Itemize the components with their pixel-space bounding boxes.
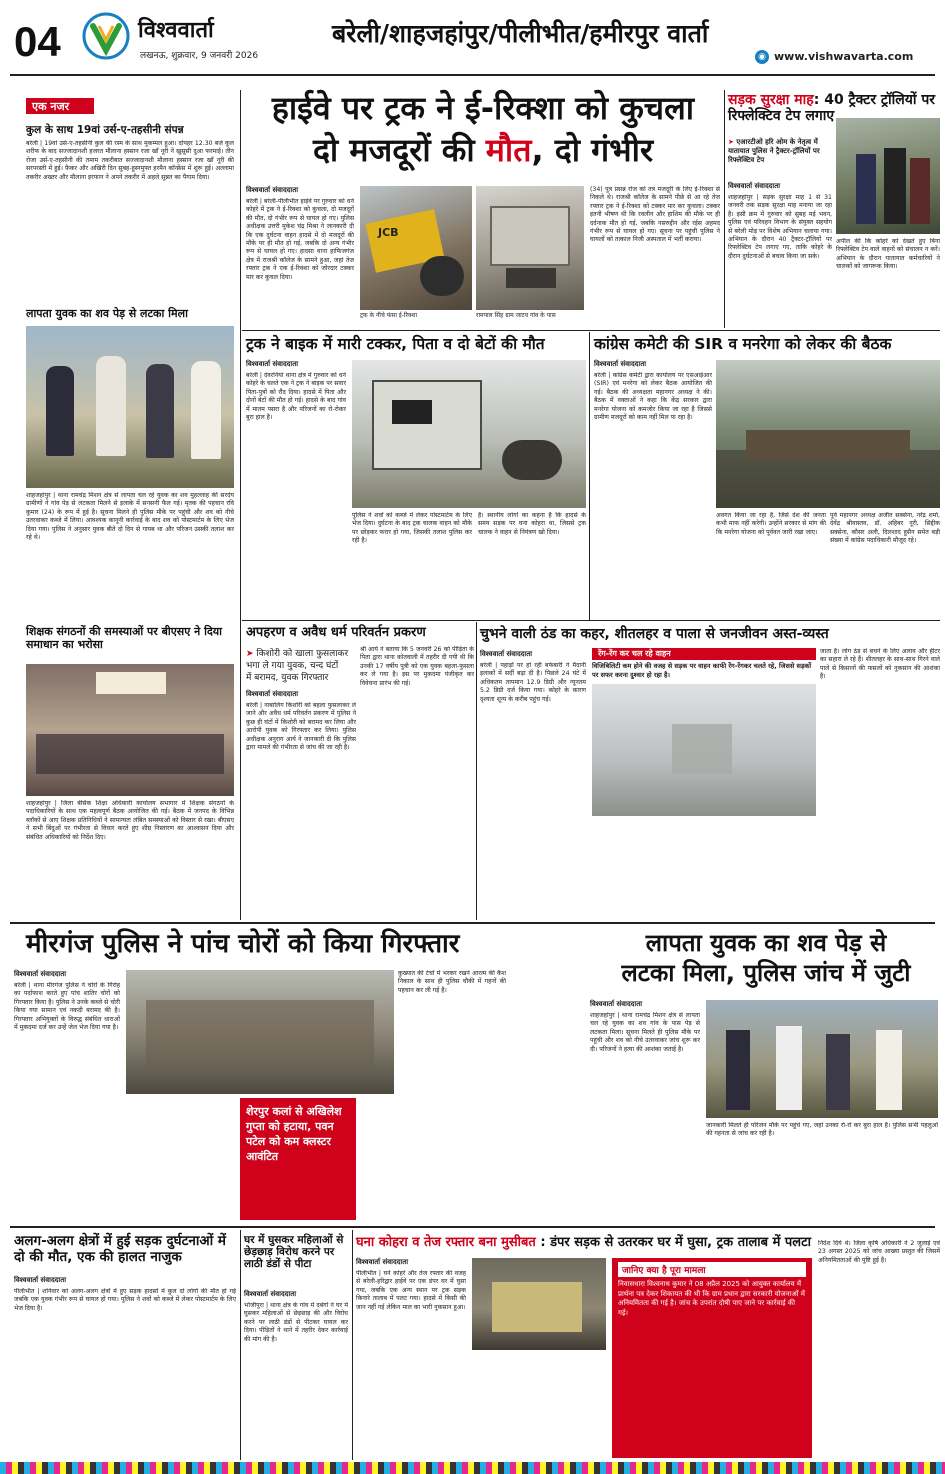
kohra-byline-text: विश्ववार्ता संवाददाता	[356, 1258, 409, 1266]
congress-body-2: अवगत किया जा रहा है, जिसे देश की जनता कभी माफ नहीं करेगी। उन्होंने सरकार से मांग की कि मनरेगा योजना को पूर्ववत जारी रखा जाए।	[716, 512, 826, 536]
apaharan-sub-line3: में बरामद, युवक गिरफ्तार	[246, 673, 329, 683]
lead-headline-part-c: , दो गंभीर	[531, 131, 654, 169]
lead-photo-truck: JCB	[360, 186, 472, 310]
congress-headline: कांग्रेस कमेटी की SIR व मनरेगा को लेकर की बैठक	[594, 335, 892, 353]
lead-headline-line1: हाईवे पर ट्रक ने ई-रिक्शा को कुचला	[271, 89, 695, 127]
color-registration-strip	[0, 1462, 945, 1474]
shav-headline: लापता युवक का शव पेड़ से लटका मिला	[26, 307, 188, 320]
apaharan-byline-text: विश्ववार्ता संवाददाता	[246, 690, 299, 698]
shikshak-body: शाहजहांपुर | जिला बेसिक शिक्षा अधिकारी कार्यालय सभागार में शिक्षक संगठनों के पदाधिकारियों के साथ एक महत्वपूर्ण बैठक आयोजित की गई। बैठक में जनपद के विभिन्न ब्लॉकों से आए शिक्षक प्रतिनिधियों ने सामान्यतः लंबित समस्याओं को विस्तार से रखा। बीएसए ने सभी बिंदुओं पर गंभीरता से विचार करते हुए शीघ्र निस्तारण का आश्वासन दिया और संबंधित अधिकारियों को निर्देश दिए।	[26, 800, 234, 841]
kohra-photo	[472, 1258, 606, 1350]
jaanie-box	[612, 1258, 812, 1458]
city-date: लखनऊ, शुक्रवार, 9 जनवरी 2026	[140, 51, 259, 61]
mirganj-body-2: कुख्यात की टेचों में भरकर रखने आरत्म की कैश निकाल के साथ ही पुलिस चौकी में गहनों की पहचान कर ली गई है।	[398, 970, 506, 994]
apaharan-body-2: श्री आर्य ने बताया कि 5 जनवरी 26 को पीड़िता के पिता द्वारा थाना कोतवाली में तहरीर दी गयी थी कि उनकी 17 वर्षीय पुत्री को एक युवक बहला-फुसला कर ले गया है। इस पर मुकदमा पंजीकृत कर विवेचना प्रारंभ की गई।	[360, 646, 474, 687]
shav-photo	[26, 326, 234, 488]
congress-divider	[589, 332, 590, 620]
lapta-headline-line2: लटका मिला, पुलिस जांच में जुटी	[621, 959, 911, 987]
lead-headline-part-a: दो मजदूरों की	[312, 131, 486, 169]
thand-byline-text: विश्ववार्ता संवाददाता	[480, 650, 533, 658]
suraksha-byline-text: विश्ववार्ता संवाददाता	[728, 182, 781, 190]
masthead	[0, 0, 945, 82]
lead-headline-line2	[246, 132, 720, 169]
ghar-byline	[244, 1290, 348, 1301]
durghatna-headline: अलग-अलग क्षेत्रों में हुई सड़क दुर्घटनाओं में दो की मौत, एक की हालत नाजुक	[14, 1233, 226, 1265]
paper-name: विश्ववार्ता	[138, 18, 214, 43]
mirganj-photo	[126, 970, 394, 1094]
thand-body: बरेली | पहाड़ों पर हो रही बर्फबारी ने मैदानी इलाकों में सर्दी बढ़ा दी है। पिछले 24 घंटे में अधिकतम तापमान 12.9 डिग्री और न्यूनतम 5.2 डिग्री दर्ज किया गया। कोहरे के कारण दृश्यता शून्य के करीब पहुंच गई।	[480, 662, 586, 703]
suraksha-byline	[728, 182, 832, 193]
congress-byline-text: विश्ववार्ता संवाददाता	[594, 360, 647, 368]
suraksha-photo	[836, 118, 940, 234]
web-icon: ◉	[755, 50, 769, 64]
apaharan-sub-line2: भगा ले गया युवक, चन्द घंटों	[246, 661, 339, 671]
truck-bike-body-3: है। स्थानीय लोगों का कहना है कि हादसे के समय सड़क पर घना कोहरा था, जिससे ट्रक चालक ने वाहन से नियंत्रण खो दिया।	[478, 512, 586, 536]
apaharan-headline: अपहरण व अवैध धर्म परिवर्तन प्रकरण	[246, 625, 426, 640]
congress-body: बरेली | कांग्रेस कमेटी द्वारा कार्यालय पर एसआईआर (SIR) एवं मनरेगा को लेकर बैठक आयोजित की गई। बैठक की अध्यक्षता महानगर अध्यक्ष ने की। बैठक में वक्ताओं ने कहा कि केंद्र सरकार द्वारा मनरेगा योजना को कमजोर किया जा रहा है जिससे ग्रामीण मजदूरों को काम नहीं मिल पा रहा है।	[594, 372, 712, 422]
lead-headline-death-word: मौत	[485, 131, 532, 169]
durghatna-byline-text: विश्ववार्ता संवाददाता	[14, 1276, 67, 1284]
row4-top-rule	[10, 922, 935, 924]
truck-bike-body-2: पुलिस ने शवों को कब्जे में लेकर पोस्टमार्टम के लिए भेज दिया। दुर्घटना के बाद ट्रक चालक वाहन को मौके पर छोड़कर फरार हो गया, जिसकी तलाश पुलिस कर रही है।	[352, 512, 472, 545]
mirganj-byline	[14, 970, 120, 981]
shikshak-photo	[26, 664, 234, 796]
ek-nazar-label: एक नजर	[26, 98, 94, 114]
suraksha-sub-text: एआरटीओ हरि ओम के नेतृत्व में यातायात पुलिस ने ट्रैक्टर-ट्रॉलियों पर रिफ्लेक्टिव टेप	[728, 138, 820, 164]
section-title: बरेली/शाहजहांपुर/पीलीभीत/हमीरपुर वार्ता	[332, 19, 709, 48]
suraksha-body: शाहजहांपुर | सड़क सुरक्षा माह 1 से 31 जनवरी तक सड़क सुरक्षा माह मनाया जा रहा है। इसी क्रम में गुरुवार को सुबह मई भवन, पुलिस एवं परिवहन विभाग के संयुक्त सहयोग से बरेली मोड़ पर विशेष अभियान चलाया गया। अभियान के दौरान 40 ट्रैक्टर-ट्रॉलियों पर रिफ्लेक्टिव टेप लगाए गए, ताकि कोहरे के दौरान दुर्घटनाओं से बचाव किया जा सके।	[728, 194, 832, 260]
lead-photo-rickshaw	[476, 186, 584, 310]
lapta-body-2: जानकारी मिलते ही परिजन मौके पर पहुंचे गए, जहां उनका रो-रो कर बुरा हाल है। पुलिस सभी पहलुओं की गहनता से जांच कर रही है।	[706, 1122, 938, 1138]
row5-top-rule	[10, 1226, 935, 1228]
durghatna-byline	[14, 1276, 236, 1287]
kohra-headline-text: : डंपर सड़क से उतरकर घर में घुसा, ट्रक तालाब में पलटा	[535, 1235, 812, 1250]
lead-byline-text: विश्ववार्ता संवाददाता	[246, 186, 299, 194]
thand-byline	[480, 650, 586, 661]
shav-body: शाहजहांपुर | थाना रामचंद्र मिशन क्षेत्र से लापता चल रहे युवक का शव मुहल्लाह की सरदेय ग्रामीणों ने गांव पेड़ से लटकता मिलने से इलाके में सनसनी फैल गई। मृतक की पहचान रवि कुमार (24) के रूप में हुई है। सूचना मिलने ही पुलिस मौके पर पहुंची और शव को नीचे उतरवाकर कब्जे में लिया। आवश्यक कानूनी कार्रवाई के बाद शव को पोस्टमार्टम के लिए भेज दिया गया। पुलिस ने अनुसार युवक बीते दो दिन से गायब था और परिजन उसकी तलाश कर रहे थे।	[26, 492, 234, 542]
apaharan-byline	[246, 690, 356, 701]
thand-photo	[592, 684, 816, 816]
lapta-byline-text: विश्ववार्ता संवाददाता	[590, 1000, 643, 1008]
kohra-body: पीलीभीत | घने कोहरे और तेज रफ्तार की वजह से बरेली-हरिद्वार हाईवे पर एक डंपर घर में घुसा गया, जबकि एक अन्य स्थान पर ट्रक सड़क किनारे तालाब में पलट गया। हादसे में किसी की जान नहीं गई लेकिन माल का भारी नुकसान हुआ।	[356, 1270, 466, 1311]
truck-bike-body: बरेली | देवरनियां थाना क्षेत्र में गुरुवार को धने कोहरे के चलते एक ने ट्रक ने बाइक पर सवार पिता-पुत्रों को रौंद दिया। हादसे में पिता और दोनों बेटों की मौत हो गई। हादसे के बाद गांव में मातम पसरा है और परिजनों का रो-रोकर बुरा हाल है।	[246, 372, 346, 422]
thand-headline: चुभने वाली ठंड का कहर, शीतलहर व पाला से जनजीवन अस्त-व्यस्त	[480, 626, 829, 642]
suraksha-body-2: अपील की कि कोहरे को देखते हुए बिना रिफ्लेक्टिव टेप वाले वाहनों को संचालन न करें। अभियान के दौरान यातायात कर्मचारियों ने चालकों को जागरूक किया।	[836, 238, 940, 271]
mirganj-headline: मीरगंज पुलिस ने पांच चोरों को किया गिरफ्तार	[26, 929, 460, 959]
mirganj-byline-text: विश्ववार्ता संवाददाता	[14, 970, 67, 978]
kohra-headline-label: घना कोहरा व तेज रफ्तार बना मुसीबत	[356, 1235, 536, 1250]
lapta-photo	[706, 1000, 938, 1118]
kohra-divider	[352, 1230, 353, 1460]
lead-body-2: (34) पुत्र प्रसन्न रोज को तत्र मजदूरी के लिए ई-रिक्शा से निकले थे। राजश्री कॉलेज के सामने पीछे से आ रहे तेज रफ्तार ट्रक ने ई-रिक्शा को टक्कर मार कर कुचला। टक्कर इतनी भीषण थी कि रवलीन और हाशिम की मौके पर ही दर्दनाक मौत हो गई, जबकि नसरुद्दीन और रईस अहमद गंभीर रूप से घायल हो गए। सूचना पर पहुंची पुलिस ने घायलों को तत्काल निजी अस्पताल में भर्ती कराया।	[590, 186, 720, 244]
lead-body: बरेली | बरेली-पीलीभीत हाईवे पर गुरुवार को धने कोहरे में ट्रक ने ई-रिक्शा को कुचला, दो मजदूरों की मौत, दो गंभीर रूप से घायल हो गए। पुलिस अधीक्षक उत्तरी मुकेश चंद्र मिश्रा ने जानकारी दी कि एक दुर्घटना वाहन हादसे में दो मजदूरों की मौके पर ही मौत हो गई, जबकि दो अन्य गंभीर रूप से घायल हो गए। हादसा थाना हाफिजगंज क्षेत्र में राजश्री कॉलेज के सामने हुआ, जहां तेज रफ्तार ट्रक ने एक ई-रिक्शा को जोरदार टक्कर मार कर कुचल दिया।	[246, 198, 354, 281]
kohra-right-body: निर्देश दिये थे। जिला कृषि अधिकारी ने 2 जुलाई एवं 23 अगस्त 2025 को जांच आख्या प्रस्तुत की जिसमें अनियमितताओं की पुष्टि हुई है।	[818, 1240, 940, 1264]
suraksha-sub	[728, 138, 832, 165]
apaharan-body: बरेली | नाबालिग किशोरी को बहला फुसलाकर ले जाने और अवैध धर्म परिवर्तन प्रकरण में पुलिस ने कुछ ही घंटों में किशोरी को बरामद कर लिया और आरोपी युवक को गिरफ्तार कर लिया। पुलिस अधीक्षक अनुराग आर्य ने जानकारी दी कि पुलिस द्वारा मामले की गंभीरता से जांच की जा रही है।	[246, 702, 356, 752]
logo-icon	[82, 12, 130, 60]
suraksha-divider	[724, 90, 725, 328]
website-link[interactable]: www.vishwavarta.com	[774, 50, 914, 63]
durghatna-body: पीलीभीत | शनिवार को अलग-अलग क्षेत्रों में हुए सड़क हादसों में कुल दो लोगों की मौत हो गई जबकि एक युवक गंभीर रूप से घायल हो गया। पुलिस ने शवों को कब्जे में लेकर पोस्टमार्टम के लिए भेज दिया है।	[14, 1288, 236, 1312]
lapta-body: शाहजहांपुर | थाना रामचंद्र मिशन क्षेत्र से लापता चल रहे युवक का शव गांव के पास पेड़ से लटकता मिला। सूचना मिलते ही पुलिस मौके पर पहुंची और शव को नीचे उतरवाकर जांच शुरू कर दी। परिजनों ने हत्या की आशंका जताई है।	[590, 1012, 700, 1053]
urs-body: बरेली | 19वां उर्स-ए-तहसीनी कुल की रस्म के साथ मुकम्मल हुआ। दोपहर 12.30 बजे कुल शरीफ के बाद सज्जादानशी हजरत मौलाना हस्सान रजा खाँ नूरी ने खुसूसी दुआ फरमाई। तीन रोजा उर्स-ए-तहसीनी की तमाम तकरीबात सज्जादानशी मौलाना हस्सान रजा खाँ नूरी की सरपरस्ती में हुई। फ़ैकर और अखिरी दिन सुबह-हुस्नमुफ्त हरमैन कॉन्फ्रेंस में शुरू हुई। अल्लामा तकरीर अख्तर और मौलाना इरफान ने अपने तकरीर में अहले सुन्नत का पैगाम दिया।	[26, 140, 234, 181]
jaanie-heading: जानिए क्या है पूरा मामला	[618, 1262, 806, 1277]
row2-top-rule	[242, 330, 940, 331]
thand-divider	[476, 622, 477, 920]
apaharan-arrow-icon: ➤	[246, 649, 254, 659]
suraksha-arrow-icon: ➤	[728, 138, 734, 146]
lead-caption-1: ट्रक के नीचे फंसा ई-रिक्शा	[360, 312, 418, 319]
lapta-byline	[590, 1000, 700, 1011]
mirganj-box: शेरपुर कलां से अखिलेश गुप्ता को हटाया, पवन पटेल को कम क्लस्टर आवंटित	[240, 1098, 356, 1220]
congress-photo	[716, 360, 940, 508]
urs-headline: कुल के साथ 19वां उर्स-ए-तहसीनी संपन्न	[26, 124, 184, 136]
thand-banner: रेंग-रेंग कर चल रहे वाहन	[592, 648, 816, 660]
kohra-byline	[356, 1258, 466, 1269]
ghar-headline: घर में घुसकर महिलाओं से छेड़छाड़ विरोध करने पर लाठी डंडों से पीटा	[244, 1234, 344, 1271]
left-column-divider	[240, 90, 241, 920]
congress-body-3: पूर्व महानगर अध्यक्ष अजीत सक्सेना, नरेंद्र शर्मा, देवेंद्र श्रीवास्तव, डॉ. अहिबर नूरी, सिद्दीक सक्सेना, कौसर अली, दिलशाद हुसैन समेत बड़ी संख्या में कांग्रेस पदाधिकारी मौजूद रहे।	[830, 512, 940, 545]
ghar-divider	[240, 1230, 241, 1460]
suraksha-headline-label: सड़क सुरक्षा माह	[728, 92, 814, 108]
thand-body-2: जाता है। लोग ठंड से बचने के लिए अलाव और हीटर का सहारा ले रहे हैं। शीतलहर के साथ-साथ गिरने वाले पाले से किसानों की फसलों को नुकसान की आशंका है।	[820, 648, 940, 681]
truck-bike-byline-text: विश्ववार्ता संवाददाता	[246, 360, 299, 368]
page-number: 04	[14, 18, 61, 65]
shikshak-headline: शिक्षक संगठनों की समस्याओं पर बीएसए ने दिया समाधान का भरोसा	[26, 625, 223, 651]
lapta-headline-line1: लापता युवक का शव पेड़ से	[645, 929, 887, 957]
lead-caption-2: रामपाल सिंह ग्राम जाटव गांव के पास	[476, 312, 556, 319]
ghar-byline-text: विश्ववार्ता संवाददाता	[244, 1290, 297, 1298]
jaanie-body: निवासधारा विश्वनाथ कुमार ने 08 अप्रैल 2025 को आयुक्त कार्यालय में प्रार्थना पत्र देकर शिकायत की थी कि ग्राम प्रधान द्वारा सरकारी योजनाओं में अनियमितता की गई है। जांच के उपरांत दोषी पाए जाने पर कार्रवाई की गई।	[618, 1280, 805, 1317]
masthead-divider	[10, 74, 935, 76]
mirganj-body: बरेली | थाना मीरगंज पुलिस ने चोरों के गिरोह का पर्दाफाश करते हुए पांच शातिर चोरों को गिरफ्तार किया है। पुलिस ने उनके कब्जे से चोरी किया गया सामान एवं नकदी बरामद की है। गिरफ्तार अभियुक्तों के विरुद्ध संबंधित धाराओं में मुकदमा दर्ज कर उन्हें जेल भेज दिया गया है।	[14, 982, 120, 1032]
congress-byline	[594, 360, 712, 371]
lead-byline	[246, 186, 354, 197]
truck-bike-photo	[352, 360, 586, 508]
ghar-body: भोजीपुरा | थाना क्षेत्र के गांव में दबंगों ने घर में घुसकर महिलाओं से छेड़छाड़ की और विरोध करने पर लाठी डंडों से पीटकर घायल कर दिया। पीड़ितों ने थाने में तहरीर देकर कार्रवाई की मांग की है।	[244, 1302, 348, 1343]
row3-top-rule	[242, 620, 940, 621]
truck-bike-byline	[246, 360, 346, 371]
truck-bike-headline: ट्रक ने बाइक में मारी टक्कर, पिता व दो बेटों की मौत	[246, 335, 545, 353]
suraksha-headline-text: : 40 ट्रैक्टर ट्रॉलियों पर रिफ्लेक्टिव टेप लगाए	[728, 92, 936, 125]
apaharan-sub-line1: ➤ किशोरी को खाला फुसलाकर	[246, 649, 349, 659]
thand-banner-sub: विजिबिलिटी कम होने की वजह से सड़क पर वाहन काफी रेंग-रेंगकर चलते रहे, जिससे सड़कों पर सफर करना दुश्वार हो रहा है।	[592, 662, 812, 679]
